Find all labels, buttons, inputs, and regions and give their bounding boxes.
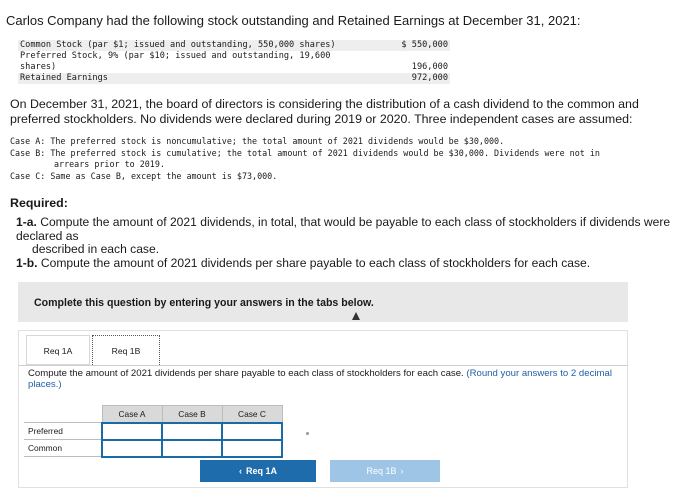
stock-desc: Preferred Stock, 9% (par $10; issued and outstanding, 19,600 shares)	[20, 51, 331, 72]
question-text	[28, 368, 618, 390]
stock-desc: Retained Earnings	[20, 73, 108, 83]
header-case-b: Case B	[162, 406, 222, 423]
answer-table	[24, 405, 283, 458]
mouse-cursor-icon	[352, 312, 360, 320]
rounding-note: (Round your answers to 2 decimal places.)	[28, 368, 612, 390]
input-preferred-case-c[interactable]	[222, 423, 282, 440]
decorative-dot	[306, 432, 309, 435]
header-case-c: Case C	[222, 406, 282, 423]
chevron-right-icon: ›	[400, 466, 404, 476]
input-common-case-c[interactable]	[222, 440, 282, 457]
stock-amount: 196,000	[411, 62, 448, 72]
answer-row-common	[24, 440, 282, 457]
problem-paragraph: On December 31, 2021, the board of directors is considering the distribution of a cash dividend to the common and preferred stockholders. No dividends were declared during 2019 or 2020. Three independent cases are assumed:	[10, 97, 639, 126]
stock-row-common	[18, 40, 450, 51]
requirement-1b	[16, 257, 696, 271]
requirement-1a	[16, 216, 696, 243]
input-common-case-b[interactable]	[162, 440, 222, 457]
case-b: Case B: The preferred stock is cumulative; the total amount of 2021 dividends would be $30,000. Dividends were not in	[10, 147, 600, 158]
requirement-text: Compute the amount of 2021 dividends per share payable to each class of stockholders for each case.	[37, 255, 591, 270]
next-req-label: Req 1B	[366, 466, 397, 476]
stock-table	[18, 40, 450, 84]
instruction-banner: Complete this question by entering your answers in the tabs below.	[18, 282, 628, 322]
tab-divider	[18, 365, 628, 366]
question-body: Compute the amount of 2021 dividends per share payable to each class of stockholders for each case.	[28, 368, 467, 379]
input-common-case-a[interactable]	[102, 440, 162, 457]
row-label-common: Common	[24, 440, 102, 457]
case-a: Case A: The preferred stock is noncumulative; the total amount of 2021 dividends would be $30,000.	[10, 136, 505, 146]
stock-amount: $ 550,000	[401, 40, 448, 50]
tab-req-1a[interactable]: Req 1A	[26, 335, 90, 365]
stock-desc: Common Stock (par $1; issued and outstanding, 550,000 shares)	[20, 40, 336, 50]
case-c: Case C: Same as Case B, except the amount is $73,000.	[10, 170, 278, 181]
requirement-number: 1-b.	[16, 255, 38, 270]
input-preferred-case-b[interactable]	[162, 423, 222, 440]
problem-intro: Carlos Company had the following stock outstanding and Retained Earnings at December 31, 2021:	[6, 13, 581, 28]
stock-row-retained	[18, 73, 450, 84]
answer-row-preferred	[24, 423, 282, 440]
requirements-list	[16, 216, 696, 270]
cases-list	[10, 136, 690, 182]
requirement-number: 1-a.	[16, 215, 37, 229]
header-blank	[24, 406, 102, 423]
required-heading: Required:	[10, 196, 68, 210]
requirement-text: Compute the amount of 2021 dividends, in total, that would be payable to each class of stockholders if dividends were declared as	[16, 215, 671, 243]
header-case-a: Case A	[102, 406, 162, 423]
row-label-preferred: Preferred	[24, 423, 102, 440]
input-preferred-case-a[interactable]	[102, 423, 162, 440]
stock-row-preferred	[18, 51, 450, 73]
answer-header-row	[24, 406, 282, 423]
prev-req-label: Req 1A	[245, 466, 277, 476]
tab-req-1b[interactable]: Req 1B	[92, 335, 160, 365]
case-b-continued: arrears prior to 2019.	[54, 159, 165, 169]
requirement-1a-continued: described in each case.	[32, 242, 160, 256]
prev-req-button[interactable]	[200, 460, 316, 482]
chevron-left-icon: ‹	[238, 466, 242, 476]
next-req-button[interactable]	[330, 460, 440, 482]
stock-amount: 972,000	[411, 73, 448, 83]
